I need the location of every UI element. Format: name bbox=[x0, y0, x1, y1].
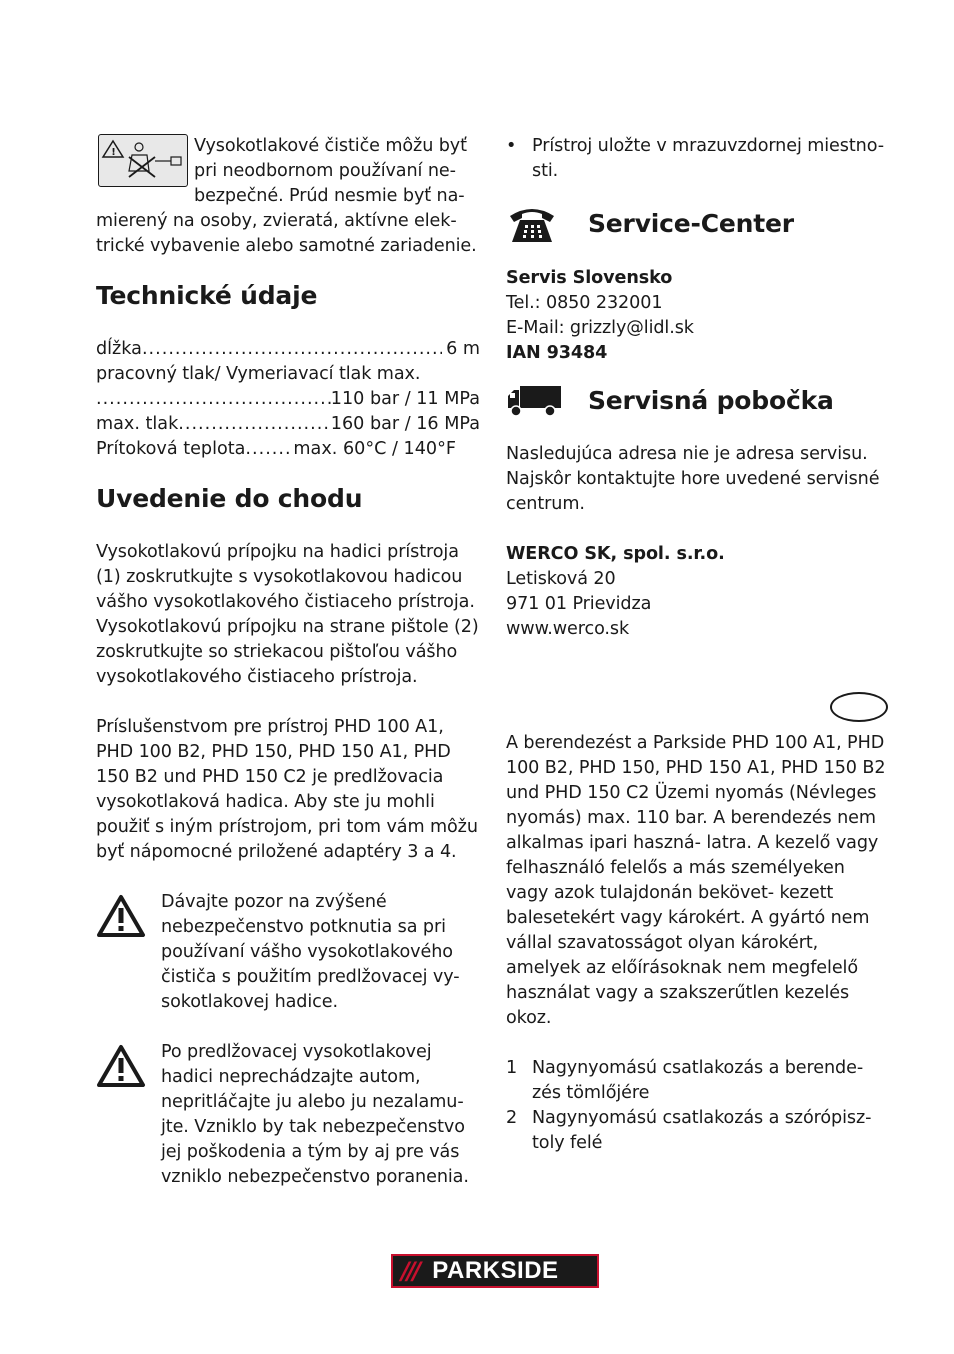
list-item: 2 Nagynyomású csatlakozás a szórópisz- toly felé bbox=[506, 1108, 872, 1153]
right-column bbox=[506, 134, 890, 1156]
logo-brand: PARKSIDE bbox=[432, 1257, 559, 1284]
address-company: WERCO SK, spol. s.r.o. bbox=[506, 544, 725, 564]
warning-intro-line3: bezpečné. Prúd nesmie byť na- bbox=[194, 186, 465, 206]
accessory-text: Príslušenstvom pre prístroj PHD 100 A1, PHD 100 B2, PHD 150, PHD 150 A1, PHD 150 B2 und PHD 150 C2 je predlžovacia vysokotlaková hadica. Aby ste ju mohli použiť s iným prístrojom, pri tom vám môžu byť nápomocné priložené adaptéry 3 a 4. bbox=[96, 717, 478, 862]
branch-heading: Servisná pobočka bbox=[588, 386, 834, 415]
address-street: Letisková 20 bbox=[506, 569, 616, 589]
hungarian-text: A berendezést a Parkside PHD 100 A1, PHD 100 B2, PHD 150, PHD 150 A1, PHD 150 B2 und PHD 150 C2 Üzemi nyomás (Névleges nyomás) max. 110 bar. A berendezés nem alkalmas ipari haszná- latra. A kezelő vagy felhasználó felelős a más személyeken vagy azok tulajdonán bekövet- kezett balesetekért vagy károkért. A gyártó nem vállal szavatosságot olyan károkért, amelyek az előírásoknak nem megfelelő használat vagy a szakszerűtlen kezelés okoz. bbox=[506, 733, 886, 1028]
service-name: Servis Slovensko bbox=[506, 268, 673, 288]
warning-block-1 bbox=[96, 890, 480, 1015]
warning-intro-line1: Vysokotlakové čističe môžu byť bbox=[194, 136, 467, 156]
service-email: E-Mail: grizzly@lidl.sk bbox=[506, 318, 694, 338]
warning-triangle-icon bbox=[96, 1040, 161, 1190]
warning-intro bbox=[96, 134, 480, 259]
warning-triangle-icon bbox=[96, 890, 161, 1015]
storage-bullet bbox=[506, 134, 890, 184]
svg-text:!: ! bbox=[111, 147, 116, 158]
spec-temperature: Prítoková teplota ..... max. 60°C / 140°F bbox=[96, 437, 480, 462]
start-heading: Uvedenie do chodu bbox=[96, 484, 363, 513]
no-spray-at-people-icon bbox=[98, 134, 188, 187]
warning-intro-rest: mierený na osoby, zvieratá, aktívne elek- trické vybavenie alebo samotné zariadenie. bbox=[96, 211, 477, 256]
warning-text-2: Po predlžovacej vysokotlakovej hadici neprechádzajte autom, nepritláčajte ju alebo ju nezalamu- jte. Vzniklo by tak nebezpečenstvo jej poškodenia a tým by aj pre vás vzniklo nebezpečenstvo poranenia. bbox=[161, 1042, 469, 1187]
parts-list bbox=[506, 1056, 890, 1156]
warning-text-1: Dávajte pozor na zvýšené nebezpečenstvo potknutia sa pri používaní vášho vysokotlakového čističa s použitím predlžovacej vy- sokotlakovej hadice. bbox=[161, 892, 460, 1012]
left-column bbox=[96, 134, 480, 1190]
spec-length: dĺžka ..... 6 m bbox=[96, 337, 480, 362]
tech-data-heading: Technické údaje bbox=[96, 281, 318, 310]
telephone-icon bbox=[506, 204, 572, 244]
address-web[interactable]: www.werco.sk bbox=[506, 619, 630, 639]
start-text: Vysokotlakovú prípojku na hadici prístroja (1) zoskrutkujte s vysokotlakovou hadicou vášho vysokotlakového čistiaceho prístroja. Vysokotlakovú prípojku na strane pištole (2) zoskrutkujte so striekacou pištoľou vášho vysokotlakového čistiaceho prístroja. bbox=[96, 542, 479, 687]
bullet-text: Prístroj uložte v mrazuvzdornej miestno- sti. bbox=[532, 136, 884, 181]
parkside-logo bbox=[391, 1254, 599, 1288]
service-tel: Tel.: 0850 232001 bbox=[506, 293, 663, 313]
warning-block-2 bbox=[96, 1040, 480, 1190]
truck-icon bbox=[506, 384, 572, 418]
spec-list bbox=[96, 337, 480, 462]
address-city: 971 01 Prievidza bbox=[506, 594, 652, 614]
warning-intro-line2: pri neodbornom používaní ne- bbox=[194, 161, 456, 181]
spec-pressure: ..... 110 bar / 11 MPa bbox=[96, 387, 480, 412]
language-badge bbox=[830, 692, 888, 722]
logo-slashes: /// bbox=[401, 1257, 419, 1285]
spec-max-pressure: max. tlak ..... 160 bar / 16 MPa bbox=[96, 412, 480, 437]
service-ian: IAN 93484 bbox=[506, 343, 608, 363]
bullet-dot: • bbox=[506, 136, 517, 156]
branch-heading-row bbox=[506, 384, 890, 418]
spec-pressure-label: pracovný tlak/ Vymeriavací tlak max. bbox=[96, 364, 421, 384]
service-heading: Service-Center bbox=[588, 209, 794, 238]
branch-note: Nasledujúca adresa nie je adresa servisu. Najskôr kontaktujte hore uvedené servisné centrum. bbox=[506, 444, 880, 514]
service-heading-row bbox=[506, 204, 890, 244]
list-item: 1 Nagynyomású csatlakozás a berende- zés tömlőjére bbox=[506, 1058, 864, 1103]
